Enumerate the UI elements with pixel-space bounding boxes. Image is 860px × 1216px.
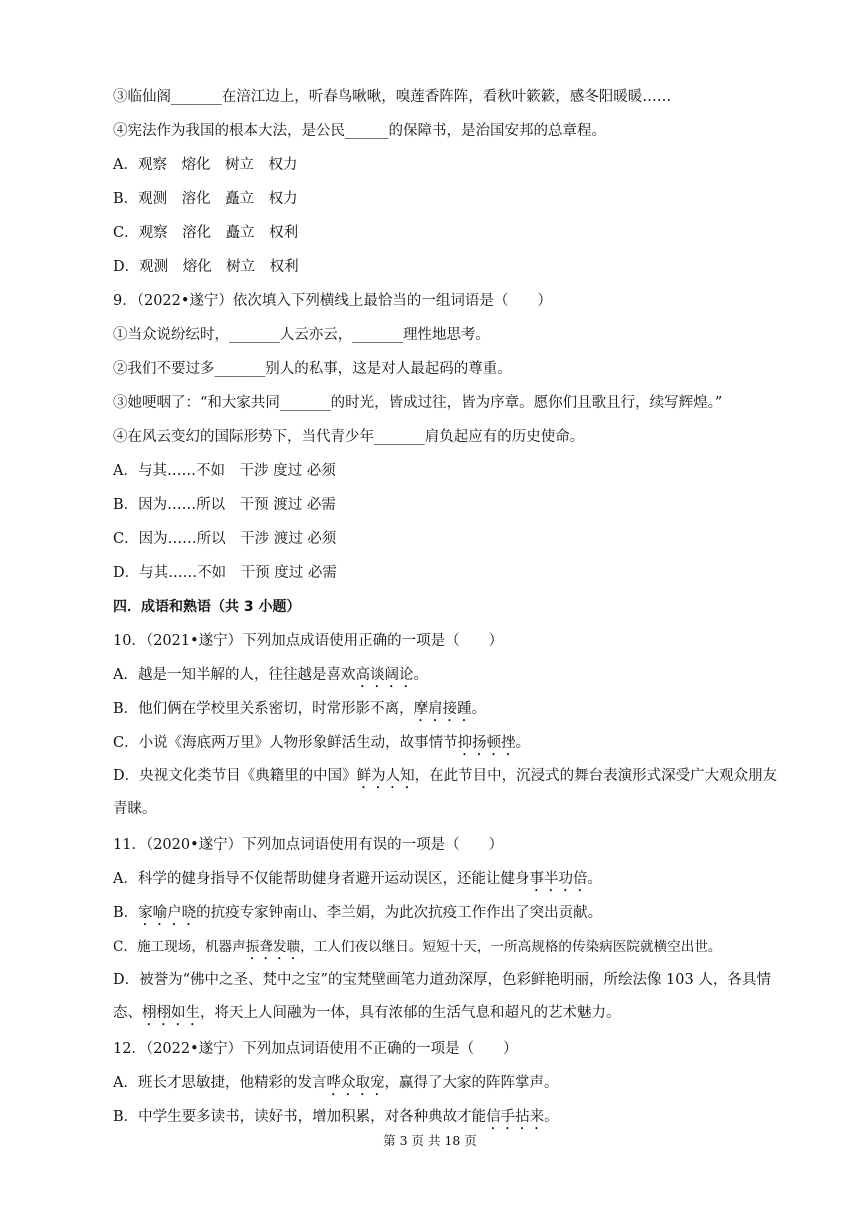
question-11: 11．（2020•遂宁）下列加点词语使用有误的一项是（ ） (113, 837, 504, 853)
option-text: B．中学生要多读书，读好书，增加积累，对各种典故才能 (113, 1109, 487, 1125)
option-text: ，赢得了大家的阵阵掌声。 (384, 1075, 559, 1091)
question-10: 10．（2021•遂宁）下列加点成语使用正确的一项是（ ） (113, 633, 504, 649)
option-text: A．越是一知半解的人，往往越是喜欢 (113, 667, 356, 683)
q10-option-d (113, 760, 785, 826)
option-text: 的抗疫专家钟南山、李兰娟，为此次抗疫工作作出了突出贡献。 (196, 905, 603, 921)
option-text: 。 (587, 871, 602, 887)
option-text: B． (113, 905, 139, 921)
option-text: D．央视文化类节目《典籍里的中国》 (113, 768, 357, 784)
q12-option-b (113, 1107, 559, 1127)
option-text: B．他们俩在学校里关系密切，时常形影不离， (113, 701, 414, 717)
dotted-idiom: 摩肩接踵 (413, 701, 472, 717)
q11-option-b (113, 903, 602, 923)
q8-option-d: D．观测 熔化 树立 权利 (113, 259, 299, 275)
option-text: ，在此节目中，沉浸式的舞台表演形式深受广大观众朋友青睐。 (113, 768, 778, 817)
q11-option-d (113, 964, 785, 1030)
q8-option-c: C．观察 溶化 矗立 权利 (113, 225, 299, 241)
q8-item-4: ④宪法作为我国的根本大法，是公民______的保障书，是治国安邦的总章程。 (113, 123, 606, 139)
option-text: 。 (471, 701, 487, 717)
q9-option-a: A．与其……不如 干涉 度过 必须 (113, 463, 336, 479)
q10-option-c (113, 733, 530, 753)
dotted-idiom: 事半功倍 (529, 871, 588, 887)
dotted-idiom: 高谈阔论 (355, 667, 414, 683)
option-text: ，将天上人间融为一体，具有浓郁的生活气息和超凡的艺术魅力。 (200, 1005, 621, 1021)
q8-option-b: B．观测 溶化 矗立 权力 (113, 191, 298, 207)
option-text: D．被誉为“佛中之圣、梵中之宝”的宝梵壁画笔力道劲深厚，色彩鲜艳明丽，所绘法像 103 人，各具情态、 (113, 972, 771, 1021)
q11-option-a (113, 869, 602, 889)
option-text: 。 (544, 1109, 559, 1125)
q8-option-a: A．观察 熔化 树立 权力 (113, 157, 298, 173)
question-9: 9．（2022•遂宁）依次填入下列横线上最恰当的一组词语是（ ） (113, 293, 552, 309)
dotted-idiom: 栩栩如生 (142, 1005, 200, 1021)
question-12: 12．（2022•遂宁）下列加点词语使用不正确的一项是（ ） (113, 1041, 518, 1057)
dotted-idiom: 鲜为人知 (356, 768, 415, 784)
dotted-idiom: 抑扬顿挫 (457, 735, 516, 751)
q9-item-1: ①当众说纷纭时，_______人云亦云，_______理性地思考。 (113, 327, 490, 343)
option-text: 。 (413, 667, 428, 683)
q8-item-3: ③临仙阁_______在涪江边上，听春鸟啾啾，嗅莲香阵阵，看秋叶簌簌，感冬阳暖暖…… (113, 89, 672, 105)
q12-option-a (113, 1073, 558, 1093)
q10-option-b (113, 699, 486, 719)
dotted-idiom: 家喻户晓 (138, 905, 197, 921)
q9-option-d: D．与其……不如 干预 度过 必需 (113, 565, 337, 581)
q9-item-4: ④在风云变幻的国际形势下，当代青少年_______肩负起应有的历史使命。 (113, 429, 585, 445)
option-text: C．小说《海底两万里》人物形象鲜活生动，故事情节 (113, 735, 458, 751)
q9-option-b: B．因为……所以 干预 渡过 必需 (113, 497, 336, 513)
q10-option-a (113, 665, 428, 685)
page-footer: 第 3 页 共 18 页 (383, 1133, 477, 1148)
dotted-idiom: 振聋发聩 (245, 939, 301, 955)
dotted-idiom: 信手拈来 (486, 1109, 545, 1125)
option-text: A．科学的健身指导不仅能帮助健身者避开运动误区，还能让健身 (113, 871, 530, 887)
option-text: C．施工现场，机器声 (113, 939, 246, 955)
option-text: A．班长才思敏捷，他精彩的发言 (113, 1075, 327, 1091)
q11-option-c (113, 937, 722, 957)
section-heading-4: 四．成语和熟语（共 3 小题） (113, 599, 301, 615)
dotted-idiom: 哗众取宠 (326, 1075, 385, 1091)
option-text: 。 (515, 735, 531, 751)
q9-option-c: C．因为……所以 干涉 渡过 必须 (113, 531, 337, 547)
q9-item-2: ②我们不要过多_______别人的私事，这是对人最起码的尊重。 (113, 361, 512, 377)
option-text: ，工人们夜以继日。短短十天，一所高规格的传染病医院就横空出世。 (300, 939, 722, 955)
q9-item-3: ③她哽咽了：“和大家共同_______的时光，皆成过往，皆为序章。愿你们且歌且行，续写辉煌。” (113, 395, 723, 411)
